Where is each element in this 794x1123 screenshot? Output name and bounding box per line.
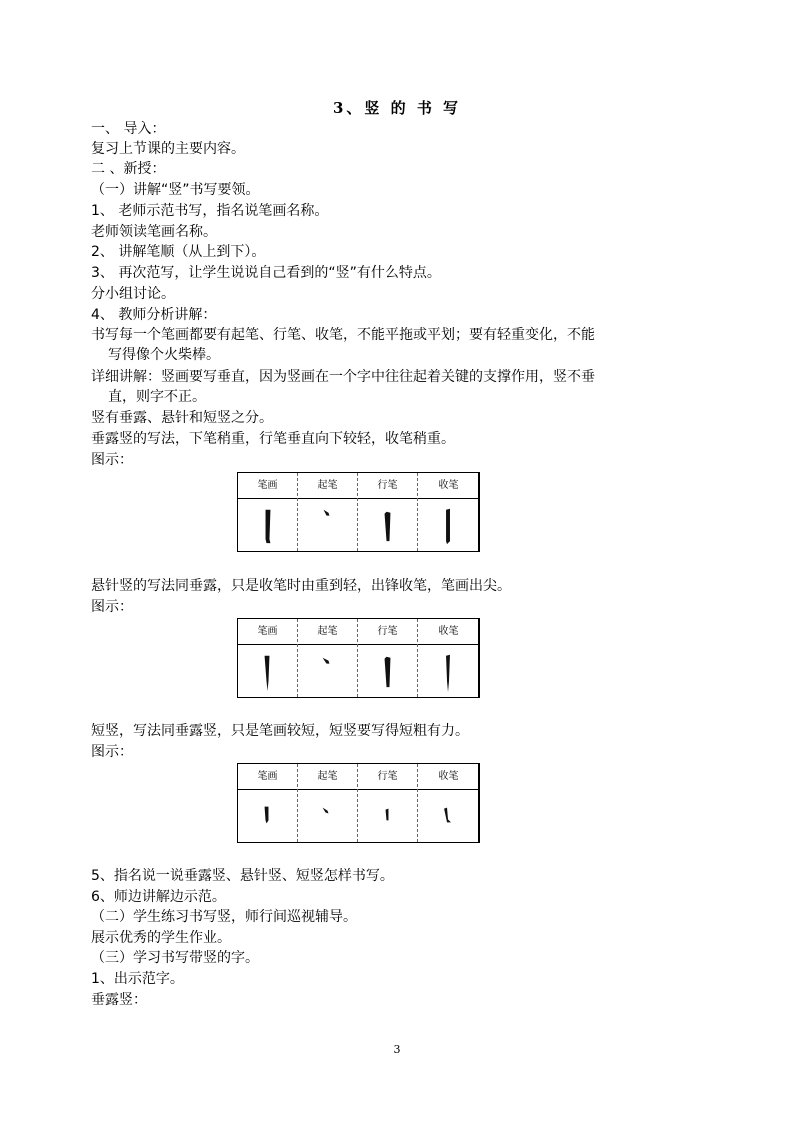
figure-duanshu-table bbox=[237, 763, 480, 843]
table-header: 起笔 bbox=[298, 619, 357, 645]
table-header: 起笔 bbox=[298, 473, 357, 499]
table-cell bbox=[238, 473, 298, 551]
short-ending-icon bbox=[418, 789, 479, 842]
paragraph: 垂露竖： bbox=[91, 992, 147, 1008]
table-header: 笔画 bbox=[238, 619, 297, 645]
full-stroke-icon bbox=[238, 644, 297, 697]
ending-stroke-icon bbox=[418, 498, 479, 551]
table-cell bbox=[298, 473, 358, 551]
ending-stroke-icon bbox=[418, 644, 479, 697]
table-cell bbox=[418, 619, 479, 697]
table-header: 收笔 bbox=[418, 619, 479, 645]
paragraph-continuation: 写得像个火柴棒。 bbox=[108, 347, 220, 363]
table-header: 行笔 bbox=[358, 764, 417, 790]
table-cell bbox=[418, 473, 479, 551]
paragraph: 展示优秀的学生作业。 bbox=[91, 930, 231, 946]
paragraph-continuation: 直，则字不正。 bbox=[108, 389, 206, 405]
paragraph: 分小组讨论。 bbox=[91, 286, 175, 302]
subsection-heading: （二）学生练习书写竖，师行间巡视辅导。 bbox=[91, 909, 357, 925]
start-dot-icon bbox=[298, 644, 357, 697]
table-header: 收笔 bbox=[418, 764, 479, 790]
subsection-heading: （三）学习书写带竖的字。 bbox=[91, 950, 259, 966]
table-header: 笔画 bbox=[238, 764, 297, 790]
list-item: 1、 老师示范书写，指名说笔画名称。 bbox=[91, 203, 329, 219]
figure-label: 图示： bbox=[91, 599, 133, 615]
start-dot-icon bbox=[298, 789, 357, 842]
middle-stroke-icon bbox=[358, 498, 417, 551]
list-item: 6、师边讲解边示范。 bbox=[91, 889, 226, 905]
paragraph: 短竖，写法同垂露竖，只是笔画较短，短竖要写得短粗有力。 bbox=[91, 723, 469, 739]
table-header: 起笔 bbox=[298, 764, 357, 790]
page-number: 3 bbox=[393, 1043, 401, 1056]
paragraph: 详细讲解：竖画要写垂直，因为竖画在一个字中往往起着关键的支撑作用，竖不垂 bbox=[91, 369, 595, 385]
paragraph: 悬针竖的写法同垂露，只是收笔时由重到轻，出锋收笔，笔画出尖。 bbox=[91, 578, 511, 594]
table-header: 笔画 bbox=[238, 473, 297, 499]
table-header: 行笔 bbox=[358, 619, 417, 645]
table-cell bbox=[358, 473, 418, 551]
table-cell bbox=[358, 764, 418, 842]
list-item: 1、出示范字。 bbox=[91, 971, 184, 987]
paragraph: 复习上节课的主要内容。 bbox=[91, 141, 245, 157]
list-item: 5、指名说一说垂露竖、悬针竖、短竖怎样书写。 bbox=[91, 868, 394, 884]
short-middle-icon bbox=[358, 789, 417, 842]
table-cell bbox=[238, 619, 298, 697]
table-cell bbox=[358, 619, 418, 697]
short-stroke-icon bbox=[238, 789, 297, 842]
table-header: 行笔 bbox=[358, 473, 417, 499]
table-cell bbox=[238, 764, 298, 842]
figure-xuanzhen-table bbox=[237, 618, 480, 698]
subsection-heading: （一）讲解“竖”书写要领。 bbox=[91, 182, 260, 198]
paragraph: 竖有垂露、悬针和短竖之分。 bbox=[91, 410, 273, 426]
paragraph: 老师领读笔画名称。 bbox=[91, 224, 217, 240]
list-item: 3、 再次范写，让学生说说自己看到的“竖”有什么特点。 bbox=[91, 265, 441, 281]
document-title: 3、竖 的 书 写 bbox=[332, 99, 462, 117]
start-dot-icon bbox=[298, 498, 357, 551]
middle-stroke-icon bbox=[358, 644, 417, 697]
full-stroke-icon bbox=[238, 498, 297, 551]
list-item: 2、 讲解笔顺（从上到下）。 bbox=[91, 244, 266, 260]
figure-chuilu-table bbox=[237, 472, 480, 552]
table-cell bbox=[298, 764, 358, 842]
figure-label: 图示： bbox=[91, 452, 133, 468]
list-item: 4、 教师分析讲解： bbox=[91, 307, 217, 323]
figure-label: 图示： bbox=[91, 744, 133, 760]
section-new-lesson: 二 、新授： bbox=[91, 161, 166, 177]
table-cell bbox=[418, 764, 479, 842]
paragraph: 垂露竖的写法，下笔稍重，行笔垂直向下较轻，收笔稍重。 bbox=[91, 431, 455, 447]
table-cell bbox=[298, 619, 358, 697]
table-header: 收笔 bbox=[418, 473, 479, 499]
paragraph: 书写每一个笔画都要有起笔、行笔、收笔，不能平拖或平划；要有轻重变化，不能 bbox=[91, 327, 595, 343]
section-intro: 一、 导入： bbox=[91, 121, 166, 137]
